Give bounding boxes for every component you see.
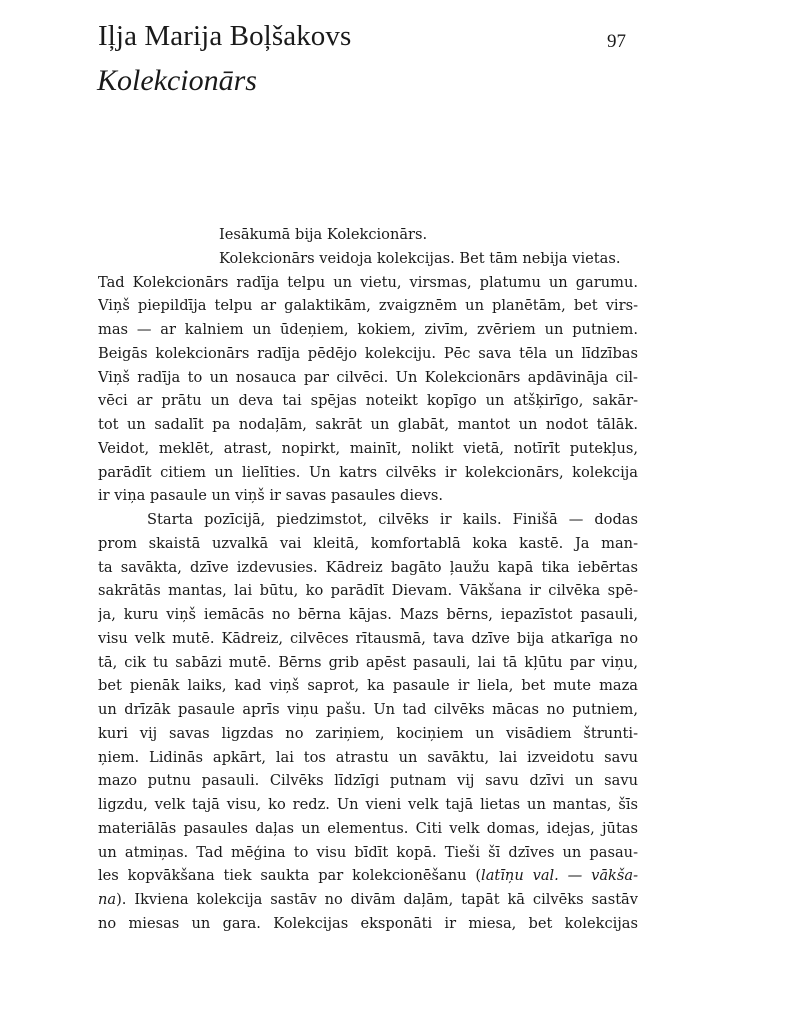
text-line: parādīt citiem un lielīties. Un katrs cilvēks ir kolekcionārs, kolekcija [98,463,638,481]
text-line: visu velk mutē. Kādreiz, cilvēces rītausmā, tava dzīve bija atkarīga no [98,629,638,647]
text-line: Viņš radīja to un nosauca par cilvēci. Un Kolekcionārs apdāvināja cil- [98,368,638,386]
text-line: bet pienāk laiks, kad viņš saprot, ka pasaule ir liela, bet mute maza [98,677,638,695]
text-line: no miesas un gara. Kolekcijas eksponāti ir miesa, bet kolekcijas [98,914,638,932]
text-line: materiālās pasaules daļas un elementus. Citi velk domas, idejas, jūtas [98,819,638,837]
author-name: Iļja Marija Boļšakovs [98,20,352,52]
text-line: Tad Kolekcionārs radīja telpu un vietu, virsmas, platumu un garumu. [98,273,638,291]
text-segment: les kopvākšana tiek saukta par kolekcionēšanu ( [98,867,482,885]
body-text [98,223,638,936]
text-line: ligzdu, velk tajā visu, ko redz. Un vieni velk tajā lietas un mantas, šīs [98,796,638,813]
text-line: ta savākta, dzīve izdevusies. Kādreiz bagāto ļaužu kapā tika iebērtas [98,558,638,576]
text-line [98,864,638,888]
italic-segment: latīņu val. — vākša- [481,867,638,885]
text-line: vēci ar prātu un deva tai spējas noteikt kopīgo un atšķirīgo, sakār- [98,392,638,410]
text-segment: ). Ikviena kolekcija sastāv no divām daļām, tapāt kā cilvēks sastāv [116,891,638,908]
chapter-title: Kolekcionārs [97,64,257,97]
text-line: un drīzāk pasaule aprīs viņu pašu. Un tad cilvēks mācas no putniem, [98,701,638,718]
text-line: Viņš piepildīja telpu ar galaktikām, zvaigznēm un planētām, bet virs- [98,297,638,315]
text-line: prom skaistā uzvalkā vai kleitā, komfortablā koka kastē. Ja man- [98,534,638,552]
text-line: Kolekcionārs veidoja kolekcijas. Bet tām nebija vietas. [219,249,621,267]
text-line: kuri vij savas ligzdas no zariņiem, kociņiem un visādiem štrunti- [98,724,638,742]
text-line: Iesākumā bija Kolekcionārs. [219,226,428,243]
text-line: tot un sadalīt pa nodaļām, sakrāt un glabāt, mantot un nodot tālāk. [98,416,638,433]
italic-segment: na [98,891,117,908]
text-line: Beigās kolekcionārs radīja pēdējo kolekciju. Pēc sava tēla un līdzības [98,344,638,362]
page-number: 97 [607,31,626,52]
text-line: Starta pozīcijā, piedzimstot, cilvēks ir kails. Finišā — dodas [147,511,638,528]
text-line: ja, kuru viņš iemācās no bērna kājas. Mazs bērns, iepazīstot pasauli, [98,606,638,623]
text-line: mazo putnu pasauli. Cilvēks līdzīgi putnam vij savu dzīvi un savu [98,772,638,790]
text-line [98,888,638,912]
text-line: ņiem. Lidinās apkārt, lai tos atrastu un savāktu, lai izveidotu savu [98,748,638,766]
text-line: Veidot, meklēt, atrast, nopirkt, mainīt, nolikt vietā, notīrīt putekļus, [98,439,638,457]
text-line: sakrātās mantas, lai būtu, ko parādīt Dievam. Vākšana ir cilvēka spē- [98,582,638,600]
text-line: mas — ar kalniem un ūdeņiem, kokiem, zivīm, zvēriem un putniem. [98,321,638,338]
text-line: un atmiņas. Tad mēģina to visu bīdīt kopā. Tieši šī dzīves un pasau- [98,843,638,861]
text-line: ir viņa pasaule un viņš ir savas pasaules dievs. [98,487,444,505]
text-line: tā, cik tu sabāzi mutē. Bērns grib apēst pasauli, lai tā kļūtu par viņu, [98,653,638,671]
